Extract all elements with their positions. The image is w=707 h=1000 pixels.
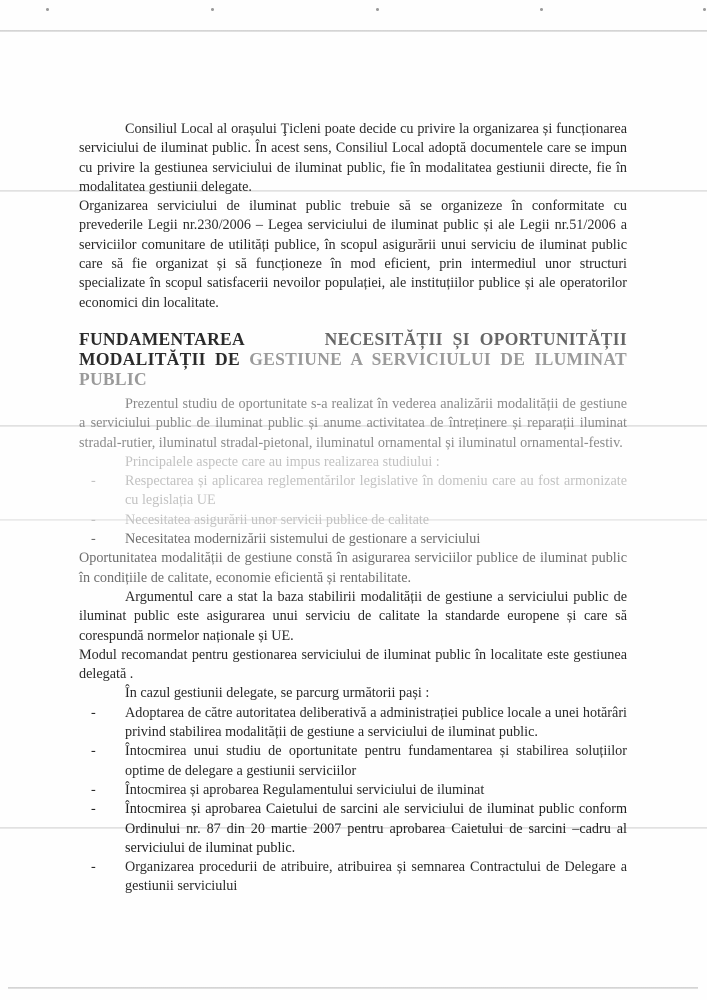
paragraph-intro: Consiliul Local al orașului Ţicleni poate decide cu privire la organizarea și funcționarea serviciului de iluminat public. În acest sens, Consiliul Local adoptă documentele care se impun cu privire la gestiunea serviciului de iluminat public, fie în modalitatea gestiunii directe, fie în modalitatea gestiunii delegate. <box>79 121 627 195</box>
scan-mark <box>211 8 214 11</box>
paragraph-study-scope: Prezentul studiu de oportunitate s-a realizat în vederea analizării modalității de gestiune a serviciului public de iluminat public și anume activitatea de întreținere și reparații iluminat stradal-rutier, iluminatul stradal-pietonal, iluminatul ornamental și iluminatul ornamental-festiv. <box>79 395 627 451</box>
steps-list <box>79 704 627 897</box>
paragraph-legal-basis: Organizarea serviciului de iluminat public trebuie să se organizeze în conformitate cu prevederile Legii nr.230/2006 – Legea serviciului de iluminat public și ale Legii nr.51/2006 a serviciilor comunitare de utilități publice, în scopul asigurării unui serviciu de iluminat public care să fie organizat și să funcționeze în mod eficient, prin intermediul unor structuri specializate în scopul satisfacerii nevoilor populației, ale instituțiilor publice și ale operatorilor economici din localitate. <box>79 198 627 311</box>
document-body <box>79 120 627 897</box>
aspects-list <box>79 472 627 549</box>
section-heading <box>79 329 627 389</box>
heading-part: NECESITĂȚII ȘI OPORTUNITĂȚII <box>324 328 627 349</box>
scan-mark <box>46 8 49 11</box>
list-item: - Întocmirea și aprobarea Regulamentului serviciului de iluminat <box>79 781 627 800</box>
paragraph-recommended: Modul recomandat pentru gestionarea serviciului de iluminat public în localitate este gestiunea delegată . <box>79 646 627 683</box>
scan-mark <box>376 8 379 11</box>
paragraph-argument: Argumentul care a stat la baza stabilirii modalității de gestiune a serviciului public de iluminat public este asigurarea unui serviciu de calitate la standarde europene și care să corespundă normelor naționale și UE. <box>79 588 627 644</box>
list-item: - Întocmirea și aprobarea Caietului de sarcini ale serviciului de iluminat public conform Ordinului nr. 87 din 20 martie 2007 pentru aprobarea Caietului de sarcini –cadru al serviciului de iluminat public. <box>79 800 627 858</box>
list-item: - Necesitatea modernizării sistemului de gestionare a serviciului <box>79 530 627 549</box>
scan-mark <box>540 8 543 11</box>
heading-part: MODALITĂȚII DE <box>79 348 240 369</box>
scan-line <box>8 987 698 989</box>
heading-part: GESTIUNE A SERVICIULUI DE ILUMINAT PUBLIC <box>79 348 627 389</box>
paragraph-opportunity: Oportunitatea modalității de gestiune constă în asigurarea serviciilor publice de iluminat public în condițiile de calitate, economie eficientă și rentabilitate. <box>79 550 627 586</box>
list-item: - Respectarea și aplicarea reglementărilor legislative în domeniu care au fost armonizate cu legislația UE <box>79 472 627 511</box>
list-item: - Necesitatea asigurării unor servicii publice de calitate <box>79 511 627 530</box>
scan-line <box>0 30 707 32</box>
heading-part: FUNDAMENTAREA <box>79 328 245 349</box>
list-item: - Organizarea procedurii de atribuire, atribuirea și semnarea Contractului de Delegare a gestiunii serviciului <box>79 858 627 897</box>
list-item: - Adoptarea de către autoritatea deliberativă a administrației publice locale a unei hotărâri privind stabilirea modalității de gestiune a serviciului de iluminat public. <box>79 704 627 743</box>
scan-mark <box>703 8 706 11</box>
list-item: - Întocmirea unui studiu de oportunitate pentru fundamentarea și stabilirea soluțiilor optime de delegare a gestiunii serviciilor <box>79 742 627 781</box>
aspects-title: Principalele aspecte care au impus realizarea studiului : <box>125 453 440 470</box>
steps-title: În cazul gestiunii delegate, se parcurg următorii pași : <box>125 685 430 702</box>
